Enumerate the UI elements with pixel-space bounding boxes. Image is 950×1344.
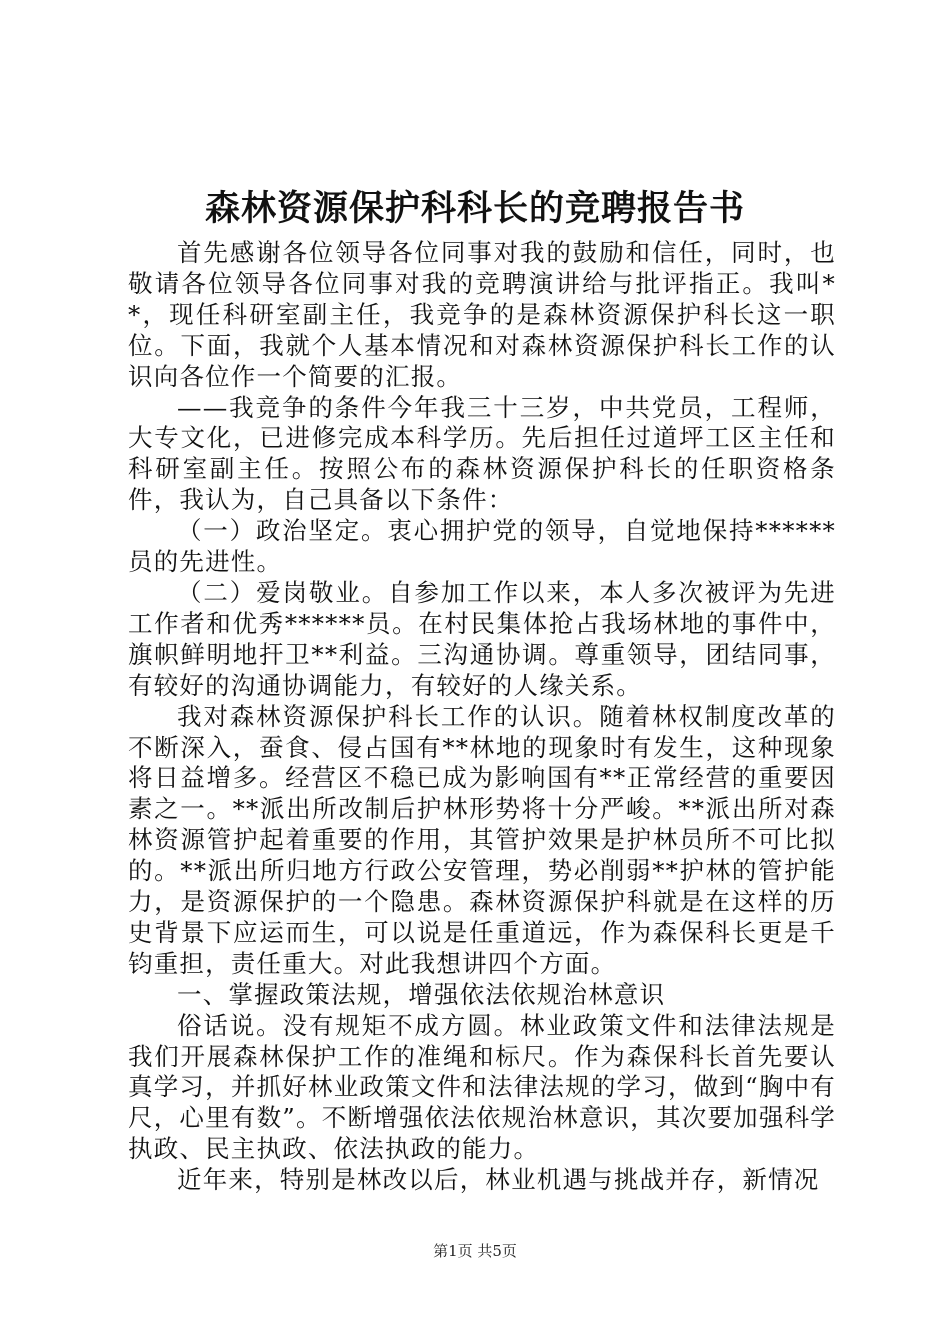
- paragraph-conditions: ——我竞争的条件今年我三十三岁，中共党员，工程师，大专文化，已进修完成本科学历。先后担任过道坪工区主任和科研室副主任。按照公布的森林资源保护科长的任职资格条件，我认为，自己具备以下条件：: [128, 392, 836, 515]
- paragraph-understanding: 我对森林资源保护科长工作的认识。随着林权制度改革的不断深入，蚕食、侵占国有**林地的现象时有发生，这种现象将日益增多。经营区不稳已成为影响国有**正常经营的重要因素之一。**派出所改制后护林形势将十分严峻。**派出所对森林资源管护起着重要的作用，其管护效果是护林员所不可比拟的。**派出所归地方行政公安管理，势必削弱**护林的管护能力，是资源保护的一个隐患。森林资源保护科就是在这样的历史背景下应运而生，可以说是任重道远，作为森保科长更是千钧重担，责任重大。对此我想讲四个方面。: [128, 701, 836, 978]
- paragraph-condition-one: （一）政治坚定。衷心拥护党的领导，自觉地保持******员的先进性。: [128, 516, 836, 577]
- document-body: [128, 238, 836, 1196]
- paragraph-recent-years: 近年来，特别是林改以后，林业机遇与挑战并存，新情况: [177, 1165, 820, 1195]
- paragraph-condition-two: （二）爱岗敬业。自参加工作以来，本人多次被评为先进工作者和优秀******员。在村民集体抢占我场林地的事件中，旗帜鲜明地扞卫**利益。三沟通协调。尊重领导，团结同事，有较好的沟通协调能力，有较好的人缘关系。: [128, 577, 836, 700]
- section-heading-one: 一、掌握政策法规，增强依法依规治林意识: [177, 979, 666, 1009]
- paragraph-regulations: 俗话说。没有规矩不成方圆。林业政策文件和法律法规是我们开展森林保护工作的准绳和标尺。作为森保科长首先要认真学习，并抓好林业政策文件和法律法规的学习，做到“胸中有尺，心里有数”。不断增强依法依规治林意识，其次要加强科学执政、民主执政、依法执政的能力。: [128, 1010, 836, 1164]
- paragraph-intro: 首先感谢各位领导各位同事对我的鼓励和信任，同时，也敬请各位领导各位同事对我的竞聘演讲给与批评指正。我叫**，现任科研室副主任，我竞争的是森林资源保护科长这一职位。下面，我就个人基本情况和对森林资源保护科长工作的认识向各位作一个简要的汇报。: [128, 238, 836, 391]
- page-footer: 第1页 共5页: [433, 1242, 517, 1260]
- document-title: 森林资源保护科科长的竞聘报告书: [204, 188, 745, 229]
